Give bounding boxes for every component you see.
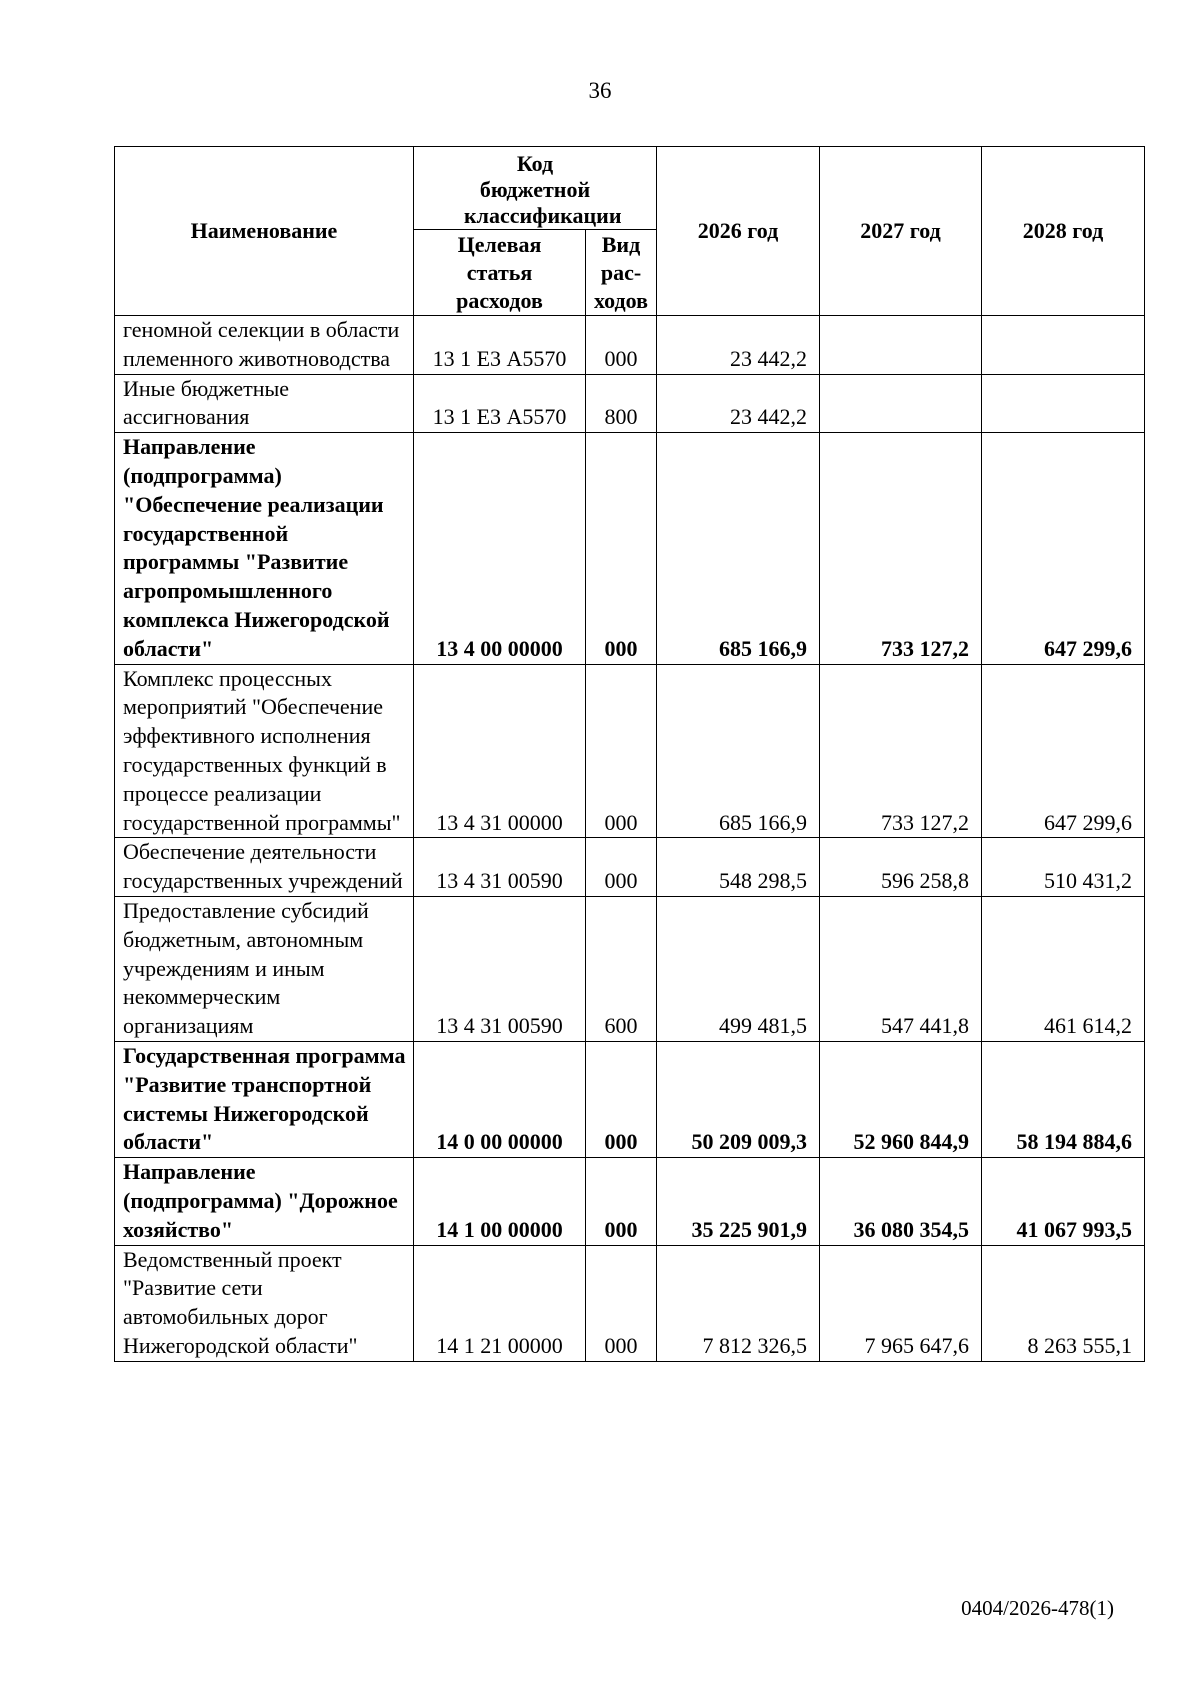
- row-2028: 510 431,2: [982, 838, 1145, 897]
- row-2028: 647 299,6: [982, 433, 1145, 664]
- row-type: 000: [586, 838, 657, 897]
- row-2027: [820, 316, 982, 375]
- row-type: 800: [586, 374, 657, 433]
- table-row: [115, 374, 1145, 433]
- page-number: 36: [588, 78, 612, 103]
- row-name: Иные бюджетные ассигнования: [115, 374, 414, 433]
- row-2028: 461 614,2: [982, 896, 1145, 1041]
- row-2028: 58 194 884,6: [982, 1041, 1145, 1157]
- header-year-2026: 2026 год: [657, 147, 820, 316]
- row-2026: 23 442,2: [657, 316, 820, 375]
- row-type: 000: [586, 1041, 657, 1157]
- row-2028: 647 299,6: [982, 664, 1145, 838]
- row-type: 600: [586, 896, 657, 1041]
- row-code: 13 4 31 00000: [414, 664, 586, 838]
- row-code: 13 1 Е3 А5570: [414, 374, 586, 433]
- row-name: Ведомственный проект "Развитие сети автомобильных дорог Нижегородской области": [115, 1245, 414, 1361]
- row-type: 000: [586, 433, 657, 664]
- budget-table: [114, 146, 1145, 1362]
- row-2027: 547 441,8: [820, 896, 982, 1041]
- row-code: 13 1 Е3 А5570: [414, 316, 586, 375]
- row-type: 000: [586, 664, 657, 838]
- row-2026: 685 166,9: [657, 664, 820, 838]
- row-name: Комплекс процессных мероприятий "Обеспечение эффективного исполнения государственных функций в процессе реализации государственной программы": [115, 664, 414, 838]
- header-classification: Код бюджетной классификации: [414, 147, 657, 230]
- row-code: 13 4 00 00000: [414, 433, 586, 664]
- row-name: Направление (подпрограмма) "Дорожное хозяйство": [115, 1158, 414, 1245]
- row-2028: [982, 374, 1145, 433]
- row-code: 14 1 00 00000: [414, 1158, 586, 1245]
- row-type: 000: [586, 1158, 657, 1245]
- header-target-article: Целевая статья расходов: [414, 230, 586, 316]
- row-type: 000: [586, 1245, 657, 1361]
- row-code: 14 1 21 00000: [414, 1245, 586, 1361]
- row-2027: [820, 374, 982, 433]
- table-row: [115, 896, 1145, 1041]
- header-year-2028: 2028 год: [982, 147, 1145, 316]
- row-2027: 36 080 354,5: [820, 1158, 982, 1245]
- table-row: [115, 838, 1145, 897]
- row-code: 13 4 31 00590: [414, 896, 586, 1041]
- row-2027: 733 127,2: [820, 664, 982, 838]
- row-type: 000: [586, 316, 657, 375]
- row-code: 14 0 00 00000: [414, 1041, 586, 1157]
- row-2027: 7 965 647,6: [820, 1245, 982, 1361]
- table-row: [115, 1158, 1145, 1245]
- row-2028: [982, 316, 1145, 375]
- row-name: Обеспечение деятельности государственных учреждений: [115, 838, 414, 897]
- header-name: Наименование: [115, 147, 414, 316]
- header-year-2027: 2027 год: [820, 147, 982, 316]
- row-code: 13 4 31 00590: [414, 838, 586, 897]
- table-row: [115, 433, 1145, 664]
- row-2028: 41 067 993,5: [982, 1158, 1145, 1245]
- row-2026: 685 166,9: [657, 433, 820, 664]
- row-2027: 733 127,2: [820, 433, 982, 664]
- table-row: [115, 1245, 1145, 1361]
- row-2026: 35 225 901,9: [657, 1158, 820, 1245]
- row-2026: 548 298,5: [657, 838, 820, 897]
- row-2026: 50 209 009,3: [657, 1041, 820, 1157]
- row-2026: 23 442,2: [657, 374, 820, 433]
- table-row: [115, 1041, 1145, 1157]
- row-2027: 52 960 844,9: [820, 1041, 982, 1157]
- table-row: [115, 316, 1145, 375]
- table-row: [115, 664, 1145, 838]
- row-2026: 499 481,5: [657, 896, 820, 1041]
- row-name: геномной селекции в области племенного животноводства: [115, 316, 414, 375]
- row-name: Государственная программа "Развитие транспортной системы Нижегородской области": [115, 1041, 414, 1157]
- row-2027: 596 258,8: [820, 838, 982, 897]
- document-code: 0404/2026-478(1): [961, 1596, 1114, 1620]
- header-expense-type: Вид рас-ходов: [586, 230, 657, 316]
- row-name: Направление (подпрограмма) "Обеспечение реализации государственной программы "Развитие агропромышленного комплекса Нижегородской области": [115, 433, 414, 664]
- row-2026: 7 812 326,5: [657, 1245, 820, 1361]
- row-2028: 8 263 555,1: [982, 1245, 1145, 1361]
- row-name: Предоставление субсидий бюджетным, автономным учреждениям и иным некоммерческим организациям: [115, 896, 414, 1041]
